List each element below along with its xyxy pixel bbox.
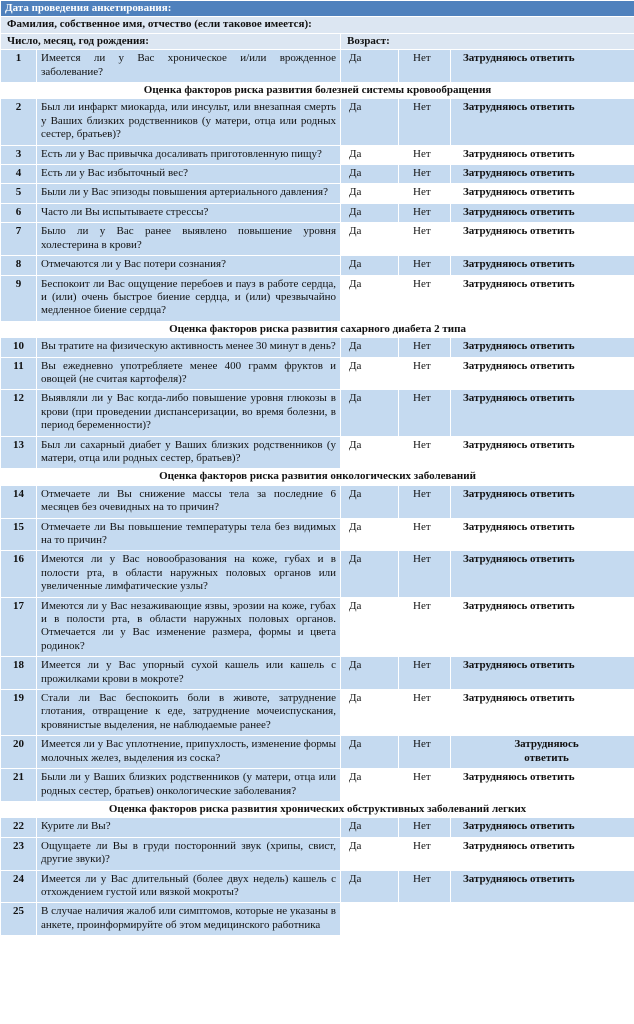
- answer-yes[interactable]: Да: [341, 338, 399, 357]
- answer-yes[interactable]: Да: [341, 837, 399, 870]
- table-row: [1, 657, 634, 690]
- question-number: 12: [1, 390, 37, 436]
- age-label: Возраст:: [341, 33, 634, 49]
- answer-no[interactable]: Нет: [399, 99, 451, 145]
- answer-no[interactable]: Нет: [399, 597, 451, 657]
- answer-hard[interactable]: Затрудняюсь ответить: [451, 50, 634, 83]
- question-text: Отмечаете ли Вы повышение температуры тела без видимых на то причин?: [37, 518, 341, 551]
- table-row: [1, 551, 634, 597]
- answer-hard[interactable]: Затрудняюсь ответить: [451, 338, 634, 357]
- table-row: [1, 357, 634, 390]
- answer-yes[interactable]: Да: [341, 50, 399, 83]
- question-text: Выявляли ли у Вас когда-либо повышение уровня глюкозы в крови (при проведении диспансеризации, во время болезни, в период беременности)?: [37, 390, 341, 436]
- table-row: [1, 837, 634, 870]
- section-title-row: [1, 469, 634, 485]
- table-row: [1, 769, 634, 802]
- question-number: 8: [1, 256, 37, 275]
- section-title: Оценка факторов риска развития онкологических заболеваний: [1, 469, 634, 485]
- answer-yes[interactable]: Да: [341, 736, 399, 769]
- table-row: [1, 50, 634, 83]
- question-number: 21: [1, 769, 37, 802]
- question-number: 3: [1, 145, 37, 164]
- question-text: Имеются ли у Вас новообразования на коже, губах и в полости рта, в области наружных половых органов или увеличенные лимфатические узлы?: [37, 551, 341, 597]
- section-title-row: [1, 321, 634, 337]
- table-row: [1, 597, 634, 657]
- question-number: 7: [1, 223, 37, 256]
- question-number: 15: [1, 518, 37, 551]
- answer-yes[interactable]: Да: [341, 99, 399, 145]
- question-text: В случае наличия жалоб или симптомов, которые не указаны в анкете, проинформируйте об этом медицинского работника: [37, 903, 341, 936]
- table-row: [1, 736, 634, 769]
- answer-hard[interactable]: Затрудняюсь ответить: [451, 736, 634, 769]
- question-number: 19: [1, 690, 37, 736]
- date-label: Дата проведения анкетирования:: [1, 1, 634, 17]
- section-title: Оценка факторов риска развития хронических обструктивных заболеваний легких: [1, 801, 634, 817]
- question-number: 6: [1, 203, 37, 222]
- table-row: [1, 903, 634, 936]
- question-text: Имеются ли у Вас незаживающие язвы, эрозии на коже, губах и в полости рта, в области наружных половых органов. Отмечается ли у Вас изменение размера, формы и цвета родинок?: [37, 597, 341, 657]
- answer-hard[interactable]: Затрудняюсь ответить: [451, 518, 634, 551]
- table-row: [1, 436, 634, 469]
- question-text: Есть ли у Вас привычка досаливать приготовленную пищу?: [37, 145, 341, 164]
- question-number: 22: [1, 818, 37, 837]
- question-text: Было ли у Вас ранее выявлено повышение уровня холестерина в крови?: [37, 223, 341, 256]
- answer-hard[interactable]: Затрудняюсь ответить: [451, 769, 634, 802]
- answer-no[interactable]: Нет: [399, 518, 451, 551]
- question-number: 4: [1, 165, 37, 184]
- question-number: 11: [1, 357, 37, 390]
- answer-yes[interactable]: Да: [341, 357, 399, 390]
- question-text: Стали ли Вас беспокоить боли в животе, затруднение глотания, отвращение к еде, затруднение мочеиспускания, кровянистые выделения, не наблюдаемые ранее?: [37, 690, 341, 736]
- question-text: Отмечаете ли Вы снижение массы тела за последние 6 месяцев без очевидных на то причин?: [37, 485, 341, 518]
- answer-yes[interactable]: Да: [341, 390, 399, 436]
- question-number: 17: [1, 597, 37, 657]
- answer-yes[interactable]: Да: [341, 657, 399, 690]
- question-text: Ощущаете ли Вы в груди посторонний звук (хрипы, свист, другие звуки)?: [37, 837, 341, 870]
- table-row: [1, 690, 634, 736]
- answer-yes[interactable]: Да: [341, 690, 399, 736]
- question-number: 14: [1, 485, 37, 518]
- answer-yes[interactable]: Да: [341, 436, 399, 469]
- answer-no[interactable]: Нет: [399, 357, 451, 390]
- answer-hard[interactable]: Затрудняюсь ответить: [451, 551, 634, 597]
- question-text: Часто ли Вы испытываете стрессы?: [37, 203, 341, 222]
- answer-no[interactable]: Нет: [399, 485, 451, 518]
- name-row: [1, 17, 634, 33]
- answer-yes[interactable]: Да: [341, 275, 399, 321]
- section-title-row: [1, 83, 634, 99]
- answer-hard[interactable]: Затрудняюсь ответить: [451, 223, 634, 256]
- section-title: Оценка факторов риска развития болезней системы кровообращения: [1, 83, 634, 99]
- answer-yes[interactable]: Да: [341, 203, 399, 222]
- question-text: Был ли сахарный диабет у Ваших близких родственников (у матери, отца или родных сестер, братьев)?: [37, 436, 341, 469]
- free-answer-cell[interactable]: [341, 903, 634, 936]
- answer-hard[interactable]: Затрудняюсь ответить: [451, 165, 634, 184]
- answer-hard[interactable]: Затрудняюсь ответить: [451, 436, 634, 469]
- question-number: 18: [1, 657, 37, 690]
- answer-no[interactable]: Нет: [399, 657, 451, 690]
- table-row: [1, 818, 634, 837]
- answer-yes[interactable]: Да: [341, 256, 399, 275]
- question-text: Имеется ли у Вас уплотнение, припухлость, изменение формы молочных желез, выделения из соска?: [37, 736, 341, 769]
- question-text: Был ли инфаркт миокарда, или инсульт, или внезапная смерть у Ваших близких родственников (у матери, отца или родных сестер, братьев)?: [37, 99, 341, 145]
- section-title: Оценка факторов риска развития сахарного диабета 2 типа: [1, 321, 634, 337]
- question-number: 10: [1, 338, 37, 357]
- answer-hard[interactable]: Затрудняюсь ответить: [451, 837, 634, 870]
- question-number: 16: [1, 551, 37, 597]
- answer-yes[interactable]: Да: [341, 597, 399, 657]
- answer-hard[interactable]: Затрудняюсь ответить: [451, 145, 634, 164]
- answer-yes[interactable]: Да: [341, 165, 399, 184]
- table-row: [1, 165, 634, 184]
- question-number: 2: [1, 99, 37, 145]
- question-text: Есть ли у Вас избыточный вес?: [37, 165, 341, 184]
- answer-no[interactable]: Нет: [399, 390, 451, 436]
- question-text: Были ли у Ваших близких родственников (у матери, отца или родных сестер, братьев) онкологические заболевания?: [37, 769, 341, 802]
- table-row: [1, 223, 634, 256]
- table-row: [1, 338, 634, 357]
- answer-yes[interactable]: Да: [341, 551, 399, 597]
- question-number: 9: [1, 275, 37, 321]
- table-row: [1, 99, 634, 145]
- section-title-row: [1, 801, 634, 817]
- answer-hard[interactable]: Затрудняюсь ответить: [451, 357, 634, 390]
- answer-hard[interactable]: Затрудняюсь ответить: [451, 485, 634, 518]
- question-number: 20: [1, 736, 37, 769]
- answer-no[interactable]: Нет: [399, 551, 451, 597]
- table-row: [1, 390, 634, 436]
- answer-no[interactable]: Нет: [399, 256, 451, 275]
- table-row: [1, 203, 634, 222]
- answer-hard[interactable]: Затрудняюсь ответить: [451, 870, 634, 903]
- question-text: Беспокоит ли Вас ощущение перебоев и пауз в работе сердца, и (или) очень быстрое биение сердца, и (или) чрезвычайно медленное биение сердца?: [37, 275, 341, 321]
- question-number: 24: [1, 870, 37, 903]
- table-row: [1, 145, 634, 164]
- answer-hard[interactable]: Затрудняюсь ответить: [451, 203, 634, 222]
- question-number: 23: [1, 837, 37, 870]
- question-number: 13: [1, 436, 37, 469]
- answer-yes[interactable]: Да: [341, 870, 399, 903]
- answer-hard[interactable]: Затрудняюсь ответить: [451, 256, 634, 275]
- question-text: Имеется ли у Вас упорный сухой кашель или кашель с прожилками крови в мокроте?: [37, 657, 341, 690]
- question-text: Вы ежедневно употребляете менее 400 грамм фруктов и овощей (не считая картофеля)?: [37, 357, 341, 390]
- answer-hard[interactable]: Затрудняюсь ответить: [451, 275, 634, 321]
- answer-no[interactable]: Нет: [399, 769, 451, 802]
- question-number: 5: [1, 184, 37, 203]
- table-row: [1, 518, 634, 551]
- question-number: 1: [1, 50, 37, 83]
- answer-no[interactable]: Нет: [399, 837, 451, 870]
- answer-hard[interactable]: Затрудняюсь ответить: [451, 657, 634, 690]
- answer-yes[interactable]: Да: [341, 518, 399, 551]
- answer-no[interactable]: Нет: [399, 145, 451, 164]
- question-text: Имеется ли у Вас длительный (более двух недель) кашель с отхождением густой или вязкой мокроты?: [37, 870, 341, 903]
- answer-yes[interactable]: Да: [341, 184, 399, 203]
- answer-no[interactable]: Нет: [399, 184, 451, 203]
- answer-hard[interactable]: Затрудняюсь ответить: [451, 818, 634, 837]
- answer-no[interactable]: Нет: [399, 736, 451, 769]
- table-row: [1, 275, 634, 321]
- table-row: [1, 184, 634, 203]
- answer-yes[interactable]: Да: [341, 818, 399, 837]
- question-text: Имеется ли у Вас хроническое и/или врожденное заболевание?: [37, 50, 341, 83]
- answer-no[interactable]: Нет: [399, 870, 451, 903]
- answer-hard[interactable]: Затрудняюсь ответить: [451, 597, 634, 657]
- answer-yes[interactable]: Да: [341, 223, 399, 256]
- question-text: Были ли у Вас эпизоды повышения артериального давления?: [37, 184, 341, 203]
- answer-hard[interactable]: Затрудняюсь ответить: [451, 690, 634, 736]
- name-label: Фамилия, собственное имя, отчество (если таковое имеется):: [1, 17, 634, 33]
- answer-no[interactable]: Нет: [399, 275, 451, 321]
- table-row: [1, 485, 634, 518]
- answer-no[interactable]: Нет: [399, 165, 451, 184]
- answer-hard[interactable]: Затрудняюсь ответить: [451, 390, 634, 436]
- answer-yes[interactable]: Да: [341, 145, 399, 164]
- question-text: Вы тратите на физическую активность менее 30 минут в день?: [37, 338, 341, 357]
- answer-hard[interactable]: Затрудняюсь ответить: [451, 99, 634, 145]
- answer-yes[interactable]: Да: [341, 769, 399, 802]
- answer-no[interactable]: Нет: [399, 223, 451, 256]
- answer-no[interactable]: Нет: [399, 818, 451, 837]
- answer-hard[interactable]: Затрудняюсь ответить: [451, 184, 634, 203]
- answer-no[interactable]: Нет: [399, 690, 451, 736]
- answer-no[interactable]: Нет: [399, 50, 451, 83]
- answer-no[interactable]: Нет: [399, 436, 451, 469]
- answer-no[interactable]: Нет: [399, 203, 451, 222]
- question-text: Курите ли Вы?: [37, 818, 341, 837]
- table-row: [1, 870, 634, 903]
- question-text: Отмечаются ли у Вас потери сознания?: [37, 256, 341, 275]
- birth-label: Число, месяц, год рождения:: [1, 33, 341, 49]
- question-number: 25: [1, 903, 37, 936]
- date-row: [1, 1, 634, 17]
- answer-yes[interactable]: Да: [341, 485, 399, 518]
- table-row: [1, 256, 634, 275]
- answer-no[interactable]: Нет: [399, 338, 451, 357]
- birth-row: [1, 33, 634, 49]
